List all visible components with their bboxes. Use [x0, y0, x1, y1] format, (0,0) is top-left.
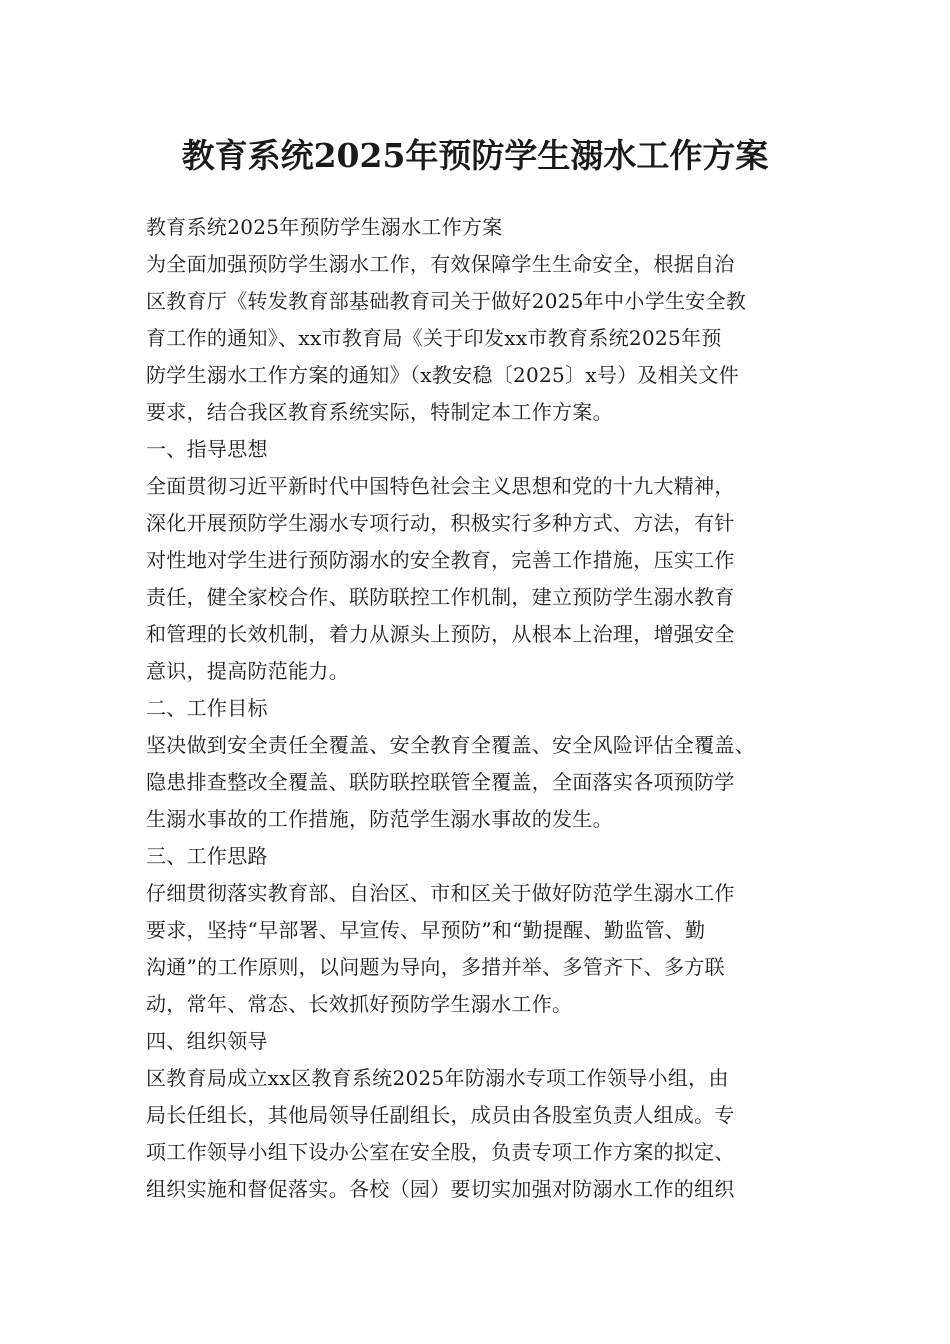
text-line: 意识，提高防范能力。 [146, 659, 349, 683]
text-line: 区教育局成立xx区教育系统2025年防溺水专项工作领导小组，由 [146, 1066, 729, 1090]
section-heading: 四、组织领导 [146, 1029, 268, 1053]
text-line: 区教育厅《转发教育部基础教育司关于做好2025年中小学生安全教 [146, 289, 747, 313]
text-line: 项工作领导小组下设办公室在安全股，负责专项工作方案的拟定、 [146, 1140, 735, 1164]
text-line: 生溺水事故的工作措施，防范学生溺水事故的发生。 [146, 807, 613, 831]
text-line: 和管理的长效机制，着力从源头上预防，从根本上治理，增强安全 [146, 622, 735, 646]
text-line: 对性地对学生进行预防溺水的安全教育，完善工作措施，压实工作 [146, 548, 735, 572]
text-line: 育工作的通知》、xx市教育局《关于印发xx市教育系统2025年预 [146, 326, 722, 350]
text-line: 要求，结合我区教育系统实际，特制定本工作方案。 [146, 400, 613, 424]
document-title: 教育系统2025年预防学生溺水工作方案 [181, 136, 769, 175]
document-body [146, 209, 836, 1208]
text-line: 隐患排查整改全覆盖、联防联控联管全覆盖，全面落实各项预防学 [146, 770, 735, 794]
text-line: 为全面加强预防学生溺水工作，有效保障学生生命安全，根据自治 [146, 252, 735, 276]
text-line: 局长任组长，其他局领导任副组长，成员由各股室负责人组成。专 [146, 1103, 735, 1127]
text-line: 教育系统2025年预防学生溺水工作方案 [146, 215, 503, 239]
section-heading: 一、指导思想 [146, 437, 268, 461]
text-line: 全面贯彻习近平新时代中国特色社会主义思想和党的十九大精神， [146, 474, 735, 498]
text-line: 深化开展预防学生溺水专项行动，积极实行多种方式、方法，有针 [146, 511, 735, 535]
text-line: 坚决做到安全责任全覆盖、安全教育全覆盖、安全风险评估全覆盖、 [146, 733, 755, 757]
text-line: 沟通”的工作原则，以问题为导向，多措并举、多管齐下、多方联 [146, 955, 725, 979]
section-heading: 三、工作思路 [146, 844, 268, 868]
text-line: 责任，健全家校合作、联防联控工作机制，建立预防学生溺水教育 [146, 585, 735, 609]
text-line: 防学生溺水工作方案的通知》（x教安稳〔2025〕x号）及相关文件 [146, 363, 740, 387]
text-line: 组织实施和督促落实。各校（园）要切实加强对防溺水工作的组织 [146, 1177, 735, 1201]
section-heading: 二、工作目标 [146, 696, 268, 720]
text-line: 动，常年、常态、长效抓好预防学生溺水工作。 [146, 992, 573, 1016]
text-line: 要求，坚持“早部署、早宣传、早预防”和“勤提醒、勤监管、勤 [146, 918, 706, 942]
text-line: 仔细贯彻落实教育部、自治区、市和区关于做好防范学生溺水工作 [146, 881, 735, 905]
